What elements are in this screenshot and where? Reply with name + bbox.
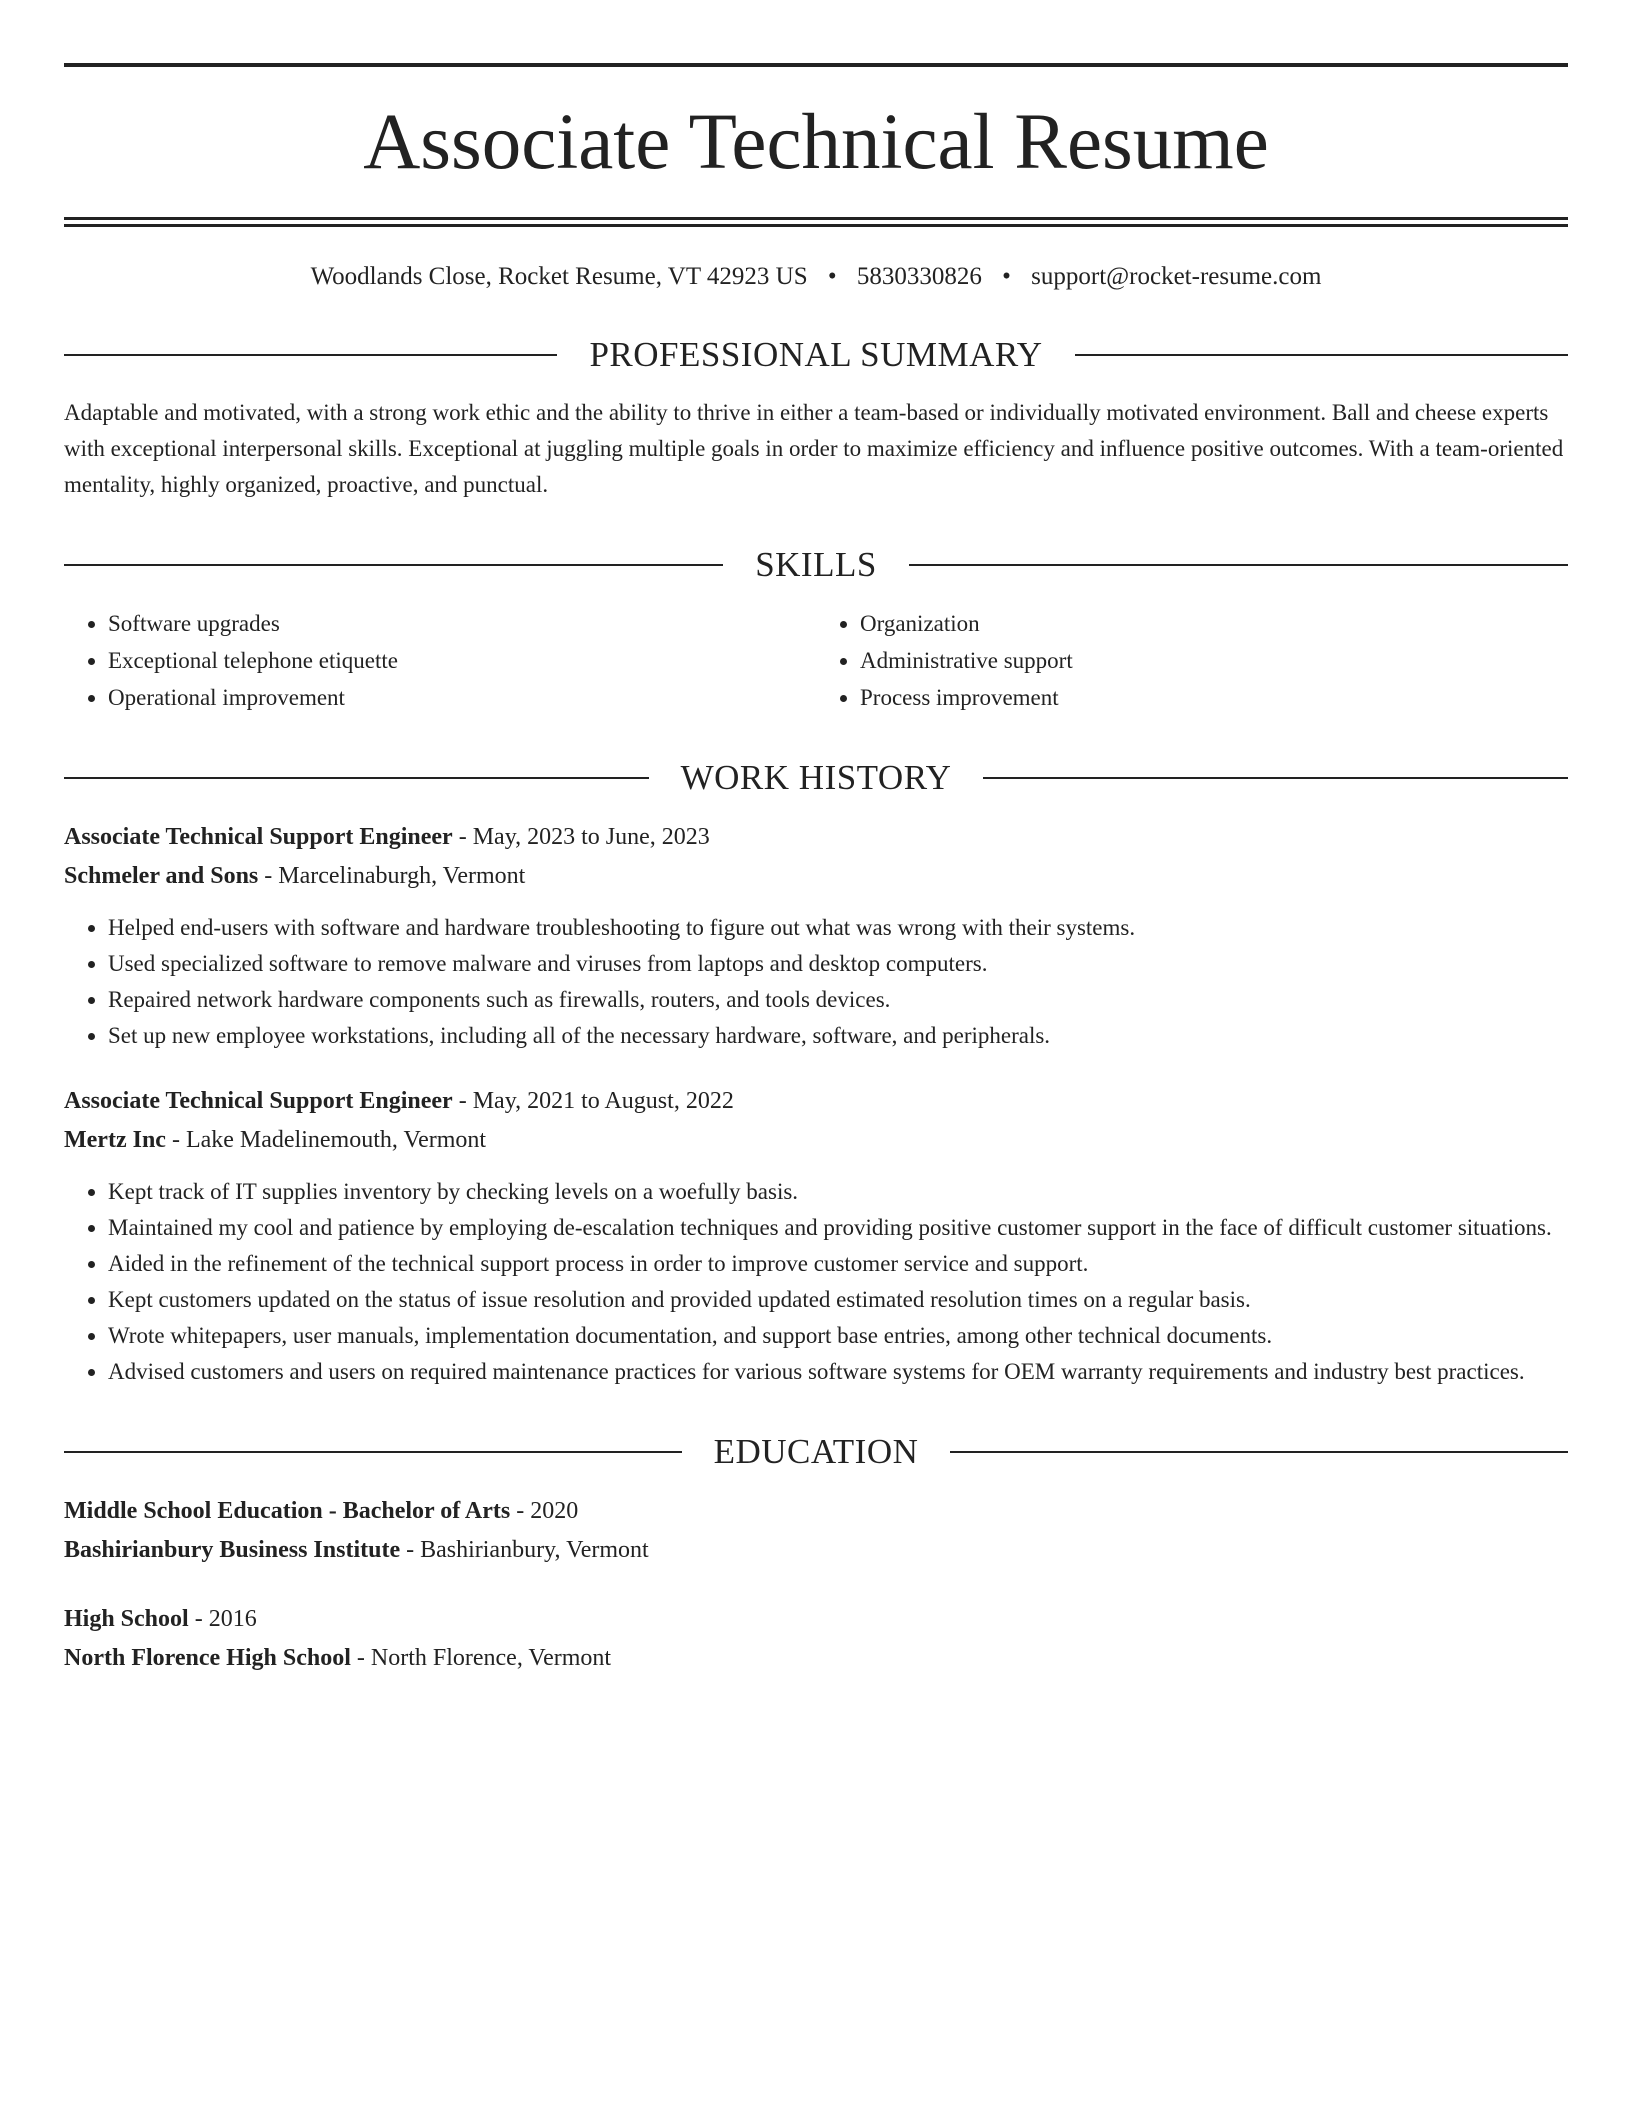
job-company-line xyxy=(64,857,1568,896)
education-school-line xyxy=(64,1639,1568,1678)
job-bullet: • Used specialized software to remove malware and viruses from laptops and desktop computers. xyxy=(108,946,1568,982)
work-heading-label: WORK HISTORY xyxy=(680,758,952,797)
education-section-heading xyxy=(64,1432,1568,1472)
job-bullet: • Set up new employee workstations, including all of the necessary hardware, software, and peripherals. xyxy=(108,1018,1568,1054)
skill-item: • Organization xyxy=(860,605,1568,642)
job-entry xyxy=(64,818,1568,1054)
job-location: - Marcelinaburgh, Vermont xyxy=(258,863,526,889)
job-bullets xyxy=(64,1174,1568,1390)
contact-line xyxy=(64,261,1568,293)
skill-item: • Process improvement xyxy=(860,679,1568,716)
contact-phone: 5830330826 xyxy=(856,263,982,290)
education-degree-line xyxy=(64,1492,1568,1531)
skills-list xyxy=(64,605,1568,716)
job-bullet: • Kept track of IT supplies inventory by checking levels on a woefully basis. xyxy=(108,1174,1568,1210)
job-dates: - May, 2023 to June, 2023 xyxy=(452,824,710,850)
job-title: Associate Technical Support Engineer xyxy=(64,1088,453,1114)
heading-rule-left xyxy=(64,1451,682,1453)
job-company-line xyxy=(64,1121,1568,1160)
job-bullet: • Maintained my cool and patience by employing de-escalation techniques and providing positive customer support in the face of difficult customer situations. xyxy=(108,1210,1568,1246)
job-title: Associate Technical Support Engineer xyxy=(64,824,453,850)
contact-separator: • xyxy=(827,263,837,290)
education-location: - North Florence, Vermont xyxy=(350,1645,612,1671)
heading-rule-left xyxy=(64,354,557,356)
job-bullet: • Wrote whitepapers, user manuals, implementation documentation, and support base entries, among other technical documents. xyxy=(108,1318,1568,1354)
skills-column-left xyxy=(64,605,816,716)
education-degree: Middle School Education - Bachelor of Arts xyxy=(64,1498,511,1524)
job-company: Mertz Inc xyxy=(64,1127,166,1153)
education-heading-label: EDUCATION xyxy=(713,1432,919,1471)
education-degree: High School xyxy=(64,1606,189,1632)
job-bullet: • Aided in the refinement of the technical support process in order to improve customer service and support. xyxy=(108,1246,1568,1282)
job-entry xyxy=(64,1082,1568,1390)
job-bullets xyxy=(64,910,1568,1054)
education-school: Bashirianbury Business Institute xyxy=(64,1537,401,1563)
heading-rule-left xyxy=(64,564,723,566)
education-year: - 2020 xyxy=(510,1498,579,1524)
job-bullet: • Kept customers updated on the status of issue resolution and provided updated estimated resolution times on a regular basis. xyxy=(108,1282,1568,1318)
skill-item: • Software upgrades xyxy=(108,605,816,642)
education-entry xyxy=(64,1492,1568,1570)
education-school: North Florence High School xyxy=(64,1645,351,1671)
work-section-heading xyxy=(64,758,1568,798)
summary-section-heading xyxy=(64,335,1568,375)
education-year: - 2016 xyxy=(188,1606,257,1632)
skill-item: • Operational improvement xyxy=(108,679,816,716)
heading-rule-left xyxy=(64,777,649,779)
skills-column-right xyxy=(816,605,1568,716)
job-title-line xyxy=(64,1082,1568,1121)
skill-item: • Exceptional telephone etiquette xyxy=(108,642,816,679)
job-bullet: • Repaired network hardware components such as firewalls, routers, and tools devices. xyxy=(108,982,1568,1018)
title-double-rule xyxy=(64,217,1568,227)
education-location: - Bashirianbury, Vermont xyxy=(400,1537,649,1563)
contact-separator: • xyxy=(1002,263,1011,290)
contact-address: Woodlands Close, Rocket Resume, VT 42923 US xyxy=(310,263,808,290)
education-entry xyxy=(64,1600,1568,1678)
summary-text: Adaptable and motivated, with a strong work ethic and the ability to thrive in either a team-based or individually motivated environment. Ball and cheese experts with exceptional interpersonal skills. Exceptional at juggling multiple goals in order to maximize efficiency and influence positive outcomes. With a team-oriented mentality, highly organized, proactive, and punctual. xyxy=(64,400,1564,497)
job-company: Schmeler and Sons xyxy=(64,863,259,889)
job-dates: - May, 2021 to August, 2022 xyxy=(452,1088,734,1114)
job-location: - Lake Madelinemouth, Vermont xyxy=(165,1127,487,1153)
skill-item: • Administrative support xyxy=(860,642,1568,679)
heading-rule-right xyxy=(1075,354,1568,356)
job-bullet: • Helped end-users with software and hardware troubleshooting to figure out what was wrong with their systems. xyxy=(108,910,1568,946)
job-title-line xyxy=(64,818,1568,857)
summary-heading-label: PROFESSIONAL SUMMARY xyxy=(589,335,1043,374)
contact-email: support@rocket-resume.com xyxy=(1031,263,1322,290)
education-school-line xyxy=(64,1531,1568,1570)
resume-title: Associate Technical Resume xyxy=(363,99,1269,186)
top-rule xyxy=(64,63,1568,67)
skills-heading-label: SKILLS xyxy=(755,545,877,584)
heading-rule-right xyxy=(983,777,1568,779)
education-degree-line xyxy=(64,1600,1568,1639)
heading-rule-right xyxy=(950,1451,1568,1453)
resume-page xyxy=(64,0,1568,1678)
skills-section-heading xyxy=(64,545,1568,585)
heading-rule-right xyxy=(909,564,1568,566)
job-bullet: • Advised customers and users on required maintenance practices for various software systems for OEM warranty requirements and industry best practices. xyxy=(108,1354,1568,1390)
